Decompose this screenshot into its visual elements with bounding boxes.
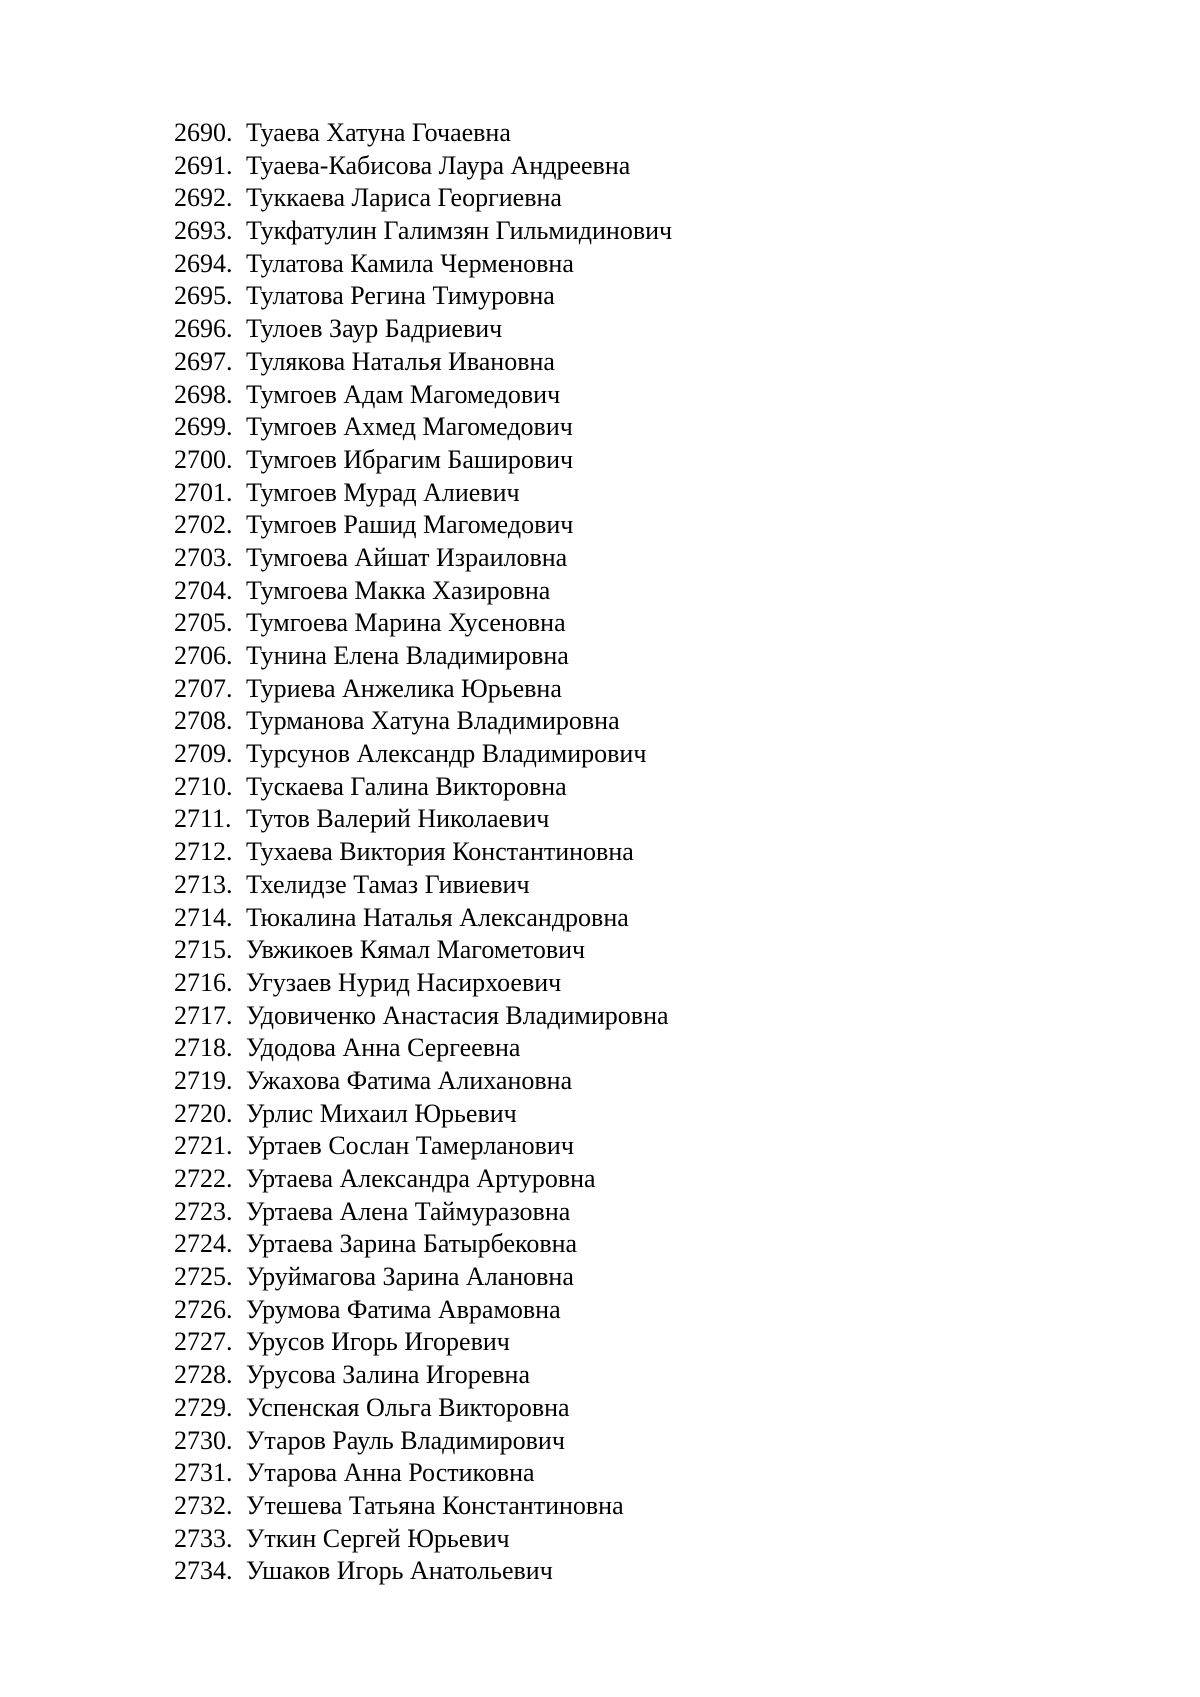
item-name: Тюкалина Наталья Александровна (246, 902, 629, 932)
list-item (174, 1228, 672, 1261)
list-item (174, 1196, 672, 1229)
item-number: 2691. (174, 150, 233, 180)
item-name: Урусова Залина Игоревна (246, 1360, 530, 1390)
list-item (174, 640, 672, 673)
item-number: 2694. (174, 248, 233, 278)
item-name: Тумгоев Адам Магомедович (246, 379, 561, 409)
item-name: Урумова Фатима Аврамовна (246, 1294, 561, 1324)
item-number: 2708. (174, 706, 233, 736)
item-name: Тунина Елена Владимировна (246, 641, 569, 670)
item-number: 2732. (174, 1490, 233, 1520)
item-name: Туаева-Кабисова Лаура Андреевна (246, 150, 631, 180)
list-item (174, 705, 672, 738)
name-list (174, 117, 672, 1588)
list-item (174, 542, 672, 575)
item-name: Увжикоев Кямал Магометович (246, 935, 586, 965)
item-name: Тумгоева Марина Хусеновна (246, 608, 566, 638)
item-number: 2713. (174, 869, 233, 899)
list-item (174, 379, 672, 412)
list-item (174, 967, 672, 1000)
list-item (174, 248, 672, 281)
item-number: 2695. (174, 281, 233, 311)
item-number: 2712. (174, 837, 233, 867)
item-name: Туриева Анжелика Юрьевна (246, 673, 562, 703)
item-number: 2711. (174, 804, 232, 834)
list-item (174, 673, 672, 706)
item-number: 2699. (174, 412, 233, 442)
list-item (174, 1457, 672, 1490)
item-number: 2709. (174, 739, 233, 769)
item-number: 2702. (174, 510, 233, 540)
item-name: Туккаева Лариса Георгиевна (246, 183, 562, 213)
item-name: Тутов Валерий Николаевич (246, 804, 550, 834)
list-item (174, 477, 672, 510)
list-item (174, 182, 672, 215)
item-number: 2698. (174, 379, 233, 409)
item-number: 2701. (174, 477, 233, 507)
item-name: Удовиченко Анастасия Владимировна (246, 1000, 669, 1030)
item-name: Уртаева Зарина Батырбековна (246, 1229, 578, 1259)
item-number: 2728. (174, 1360, 233, 1390)
item-number: 2723. (174, 1196, 233, 1226)
list-item (174, 346, 672, 379)
list-item (174, 738, 672, 771)
item-number: 2700. (174, 444, 233, 474)
item-number: 2697. (174, 346, 233, 376)
list-item (174, 1130, 672, 1163)
item-number: 2692. (174, 183, 233, 213)
list-item (174, 1000, 672, 1033)
item-name: Угузаев Нурид Насирхоевич (246, 967, 562, 997)
item-number: 2729. (174, 1392, 233, 1422)
item-number: 2706. (174, 641, 233, 670)
list-item (174, 1065, 672, 1098)
item-name: Уртаев Сослан Тамерланович (246, 1131, 574, 1161)
item-name: Утаров Рауль Владимирович (246, 1425, 565, 1455)
item-name: Уртаева Александра Артуровна (246, 1164, 596, 1193)
item-name: Урусов Игорь Игоревич (246, 1327, 510, 1357)
item-number: 2714. (174, 902, 233, 932)
list-item (174, 607, 672, 640)
item-number: 2703. (174, 542, 233, 572)
list-item (174, 1359, 672, 1392)
item-name: Тулякова Наталья Ивановна (246, 346, 555, 376)
item-name: Тулатова Регина Тимуровна (246, 281, 555, 311)
item-name: Тукфатулин Галимзян Гильмидинович (246, 216, 673, 246)
list-item (174, 869, 672, 902)
item-number: 2725. (174, 1262, 233, 1292)
item-name: Успенская Ольга Викторовна (246, 1392, 570, 1422)
list-item (174, 117, 672, 150)
item-number: 2731. (174, 1458, 233, 1488)
list-item (174, 836, 672, 869)
item-name: Удодова Анна Сергеевна (246, 1033, 521, 1063)
item-number: 2719. (174, 1065, 233, 1095)
item-name: Тускаева Галина Викторовна (246, 771, 567, 801)
list-item (174, 444, 672, 477)
list-item (174, 1555, 672, 1588)
list-item (174, 411, 672, 444)
list-item (174, 934, 672, 967)
list-item (174, 215, 672, 248)
item-name: Тумгоева Макка Хазировна (246, 575, 551, 605)
item-name: Уруймагова Зарина Алановна (246, 1262, 574, 1292)
item-name: Уткин Сергей Юрьевич (246, 1523, 510, 1553)
list-item (174, 280, 672, 313)
list-item (174, 575, 672, 608)
list-item (174, 1261, 672, 1294)
item-name: Утарова Анна Ростиковна (246, 1458, 535, 1488)
list-item (174, 313, 672, 346)
list-item (174, 1523, 672, 1556)
item-number: 2690. (174, 118, 233, 147)
item-number: 2730. (174, 1425, 233, 1455)
item-name: Утешева Татьяна Константиновна (246, 1490, 624, 1520)
item-name: Тулатова Камила Черменовна (246, 248, 574, 278)
item-number: 2726. (174, 1294, 233, 1324)
item-name: Тумгоев Рашид Магомедович (246, 510, 574, 540)
item-number: 2720. (174, 1098, 233, 1128)
item-name: Тумгоев Мурад Алиевич (246, 477, 520, 507)
item-name: Урлис Михаил Юрьевич (246, 1098, 517, 1128)
list-item (174, 1294, 672, 1327)
item-name: Тулоев Заур Бадриевич (246, 314, 503, 344)
item-name: Туаева Хатуна Гочаевна (246, 118, 511, 147)
list-item (174, 1163, 672, 1196)
item-name: Ушаков Игорь Анатольевич (246, 1556, 553, 1586)
item-number: 2705. (174, 608, 233, 638)
item-number: 2716. (174, 967, 233, 997)
list-item (174, 1425, 672, 1458)
item-name: Тумгоев Ахмед Магомедович (246, 412, 573, 442)
list-item (174, 803, 672, 836)
list-item (174, 902, 672, 935)
item-number: 2727. (174, 1327, 233, 1357)
item-number: 2722. (174, 1164, 233, 1193)
item-name: Тумгоев Ибрагим Баширович (246, 444, 574, 474)
item-name: Тухаева Виктория Константиновна (246, 837, 634, 867)
list-item (174, 1098, 672, 1131)
list-item (174, 771, 672, 804)
list-item (174, 509, 672, 542)
item-number: 2696. (174, 314, 233, 344)
item-number: 2704. (174, 575, 233, 605)
item-number: 2724. (174, 1229, 233, 1259)
item-name: Тумгоева Айшат Израиловна (246, 542, 568, 572)
item-name: Тхелидзе Тамаз Гивиевич (246, 869, 530, 899)
item-number: 2710. (174, 771, 233, 801)
item-number: 2734. (174, 1556, 233, 1586)
item-name: Уртаева Алена Таймуразовна (246, 1196, 571, 1226)
item-number: 2707. (174, 673, 233, 703)
list-item (174, 150, 672, 183)
item-number: 2733. (174, 1523, 233, 1553)
item-number: 2693. (174, 216, 233, 246)
list-item (174, 1490, 672, 1523)
list-item (174, 1032, 672, 1065)
item-number: 2718. (174, 1033, 233, 1063)
item-name: Турсунов Александр Владимирович (246, 739, 647, 769)
item-number: 2715. (174, 935, 233, 965)
list-item (174, 1392, 672, 1425)
list-item (174, 1326, 672, 1359)
item-name: Ужахова Фатима Алихановна (246, 1065, 573, 1095)
item-name: Турманова Хатуна Владимировна (246, 706, 620, 736)
item-number: 2721. (174, 1131, 233, 1161)
item-number: 2717. (174, 1000, 233, 1030)
